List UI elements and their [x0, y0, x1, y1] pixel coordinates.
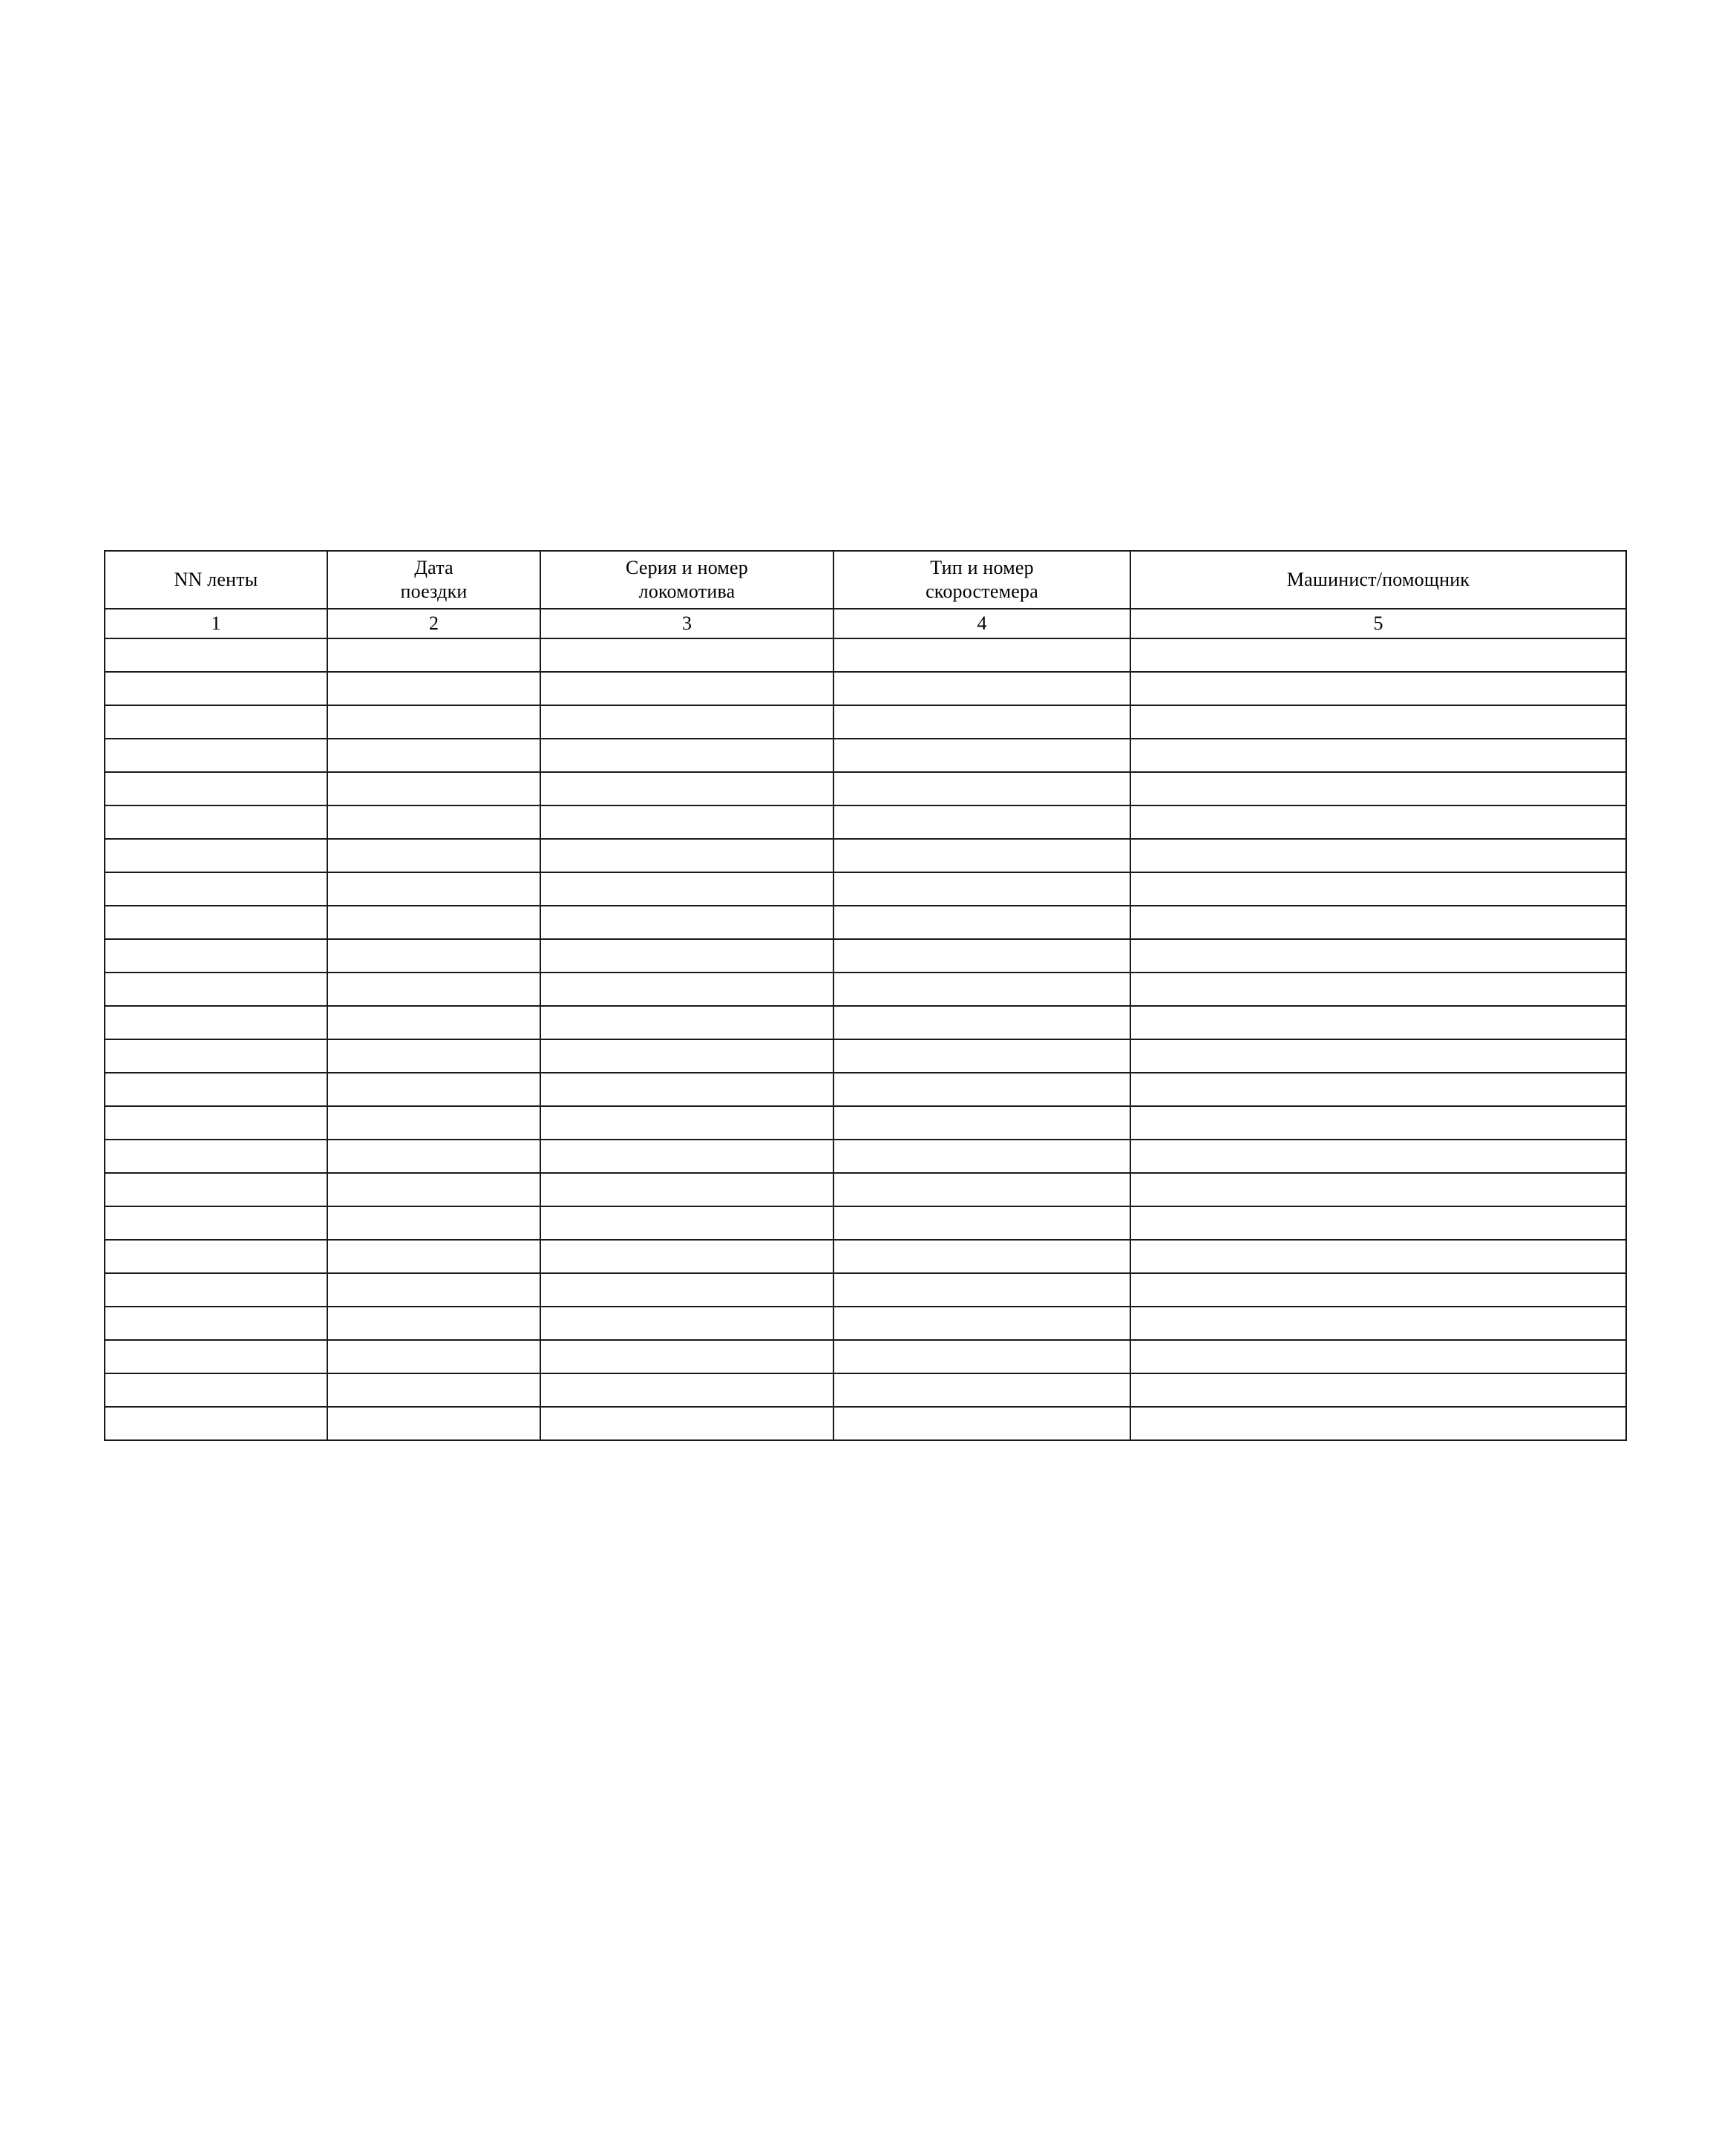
- table-column-number-row: [105, 609, 1626, 638]
- table-cell[interactable]: [540, 772, 833, 805]
- table-head: [105, 551, 1626, 638]
- column-header-driver-assistant: [1130, 551, 1626, 609]
- table-row: [105, 805, 1626, 839]
- table-cell[interactable]: [105, 1106, 327, 1140]
- table-cell[interactable]: [540, 1039, 833, 1073]
- table-cell[interactable]: [105, 1373, 327, 1407]
- table-cell[interactable]: [105, 1140, 327, 1173]
- table-row: [105, 906, 1626, 939]
- table-cell[interactable]: [833, 672, 1130, 705]
- column-number-2: 2: [327, 609, 540, 638]
- table-cell[interactable]: [1130, 973, 1626, 1006]
- table-cell[interactable]: [833, 973, 1130, 1006]
- table-cell[interactable]: [1130, 1039, 1626, 1073]
- column-header-line1: Тип и номер: [930, 557, 1034, 579]
- table-cell[interactable]: [327, 739, 540, 772]
- table-cell[interactable]: [327, 1307, 540, 1340]
- table-cell[interactable]: [1130, 1373, 1626, 1407]
- table-cell[interactable]: [105, 672, 327, 705]
- table-row: [105, 1407, 1626, 1440]
- table-cell[interactable]: [540, 1273, 833, 1307]
- table-cell[interactable]: [327, 973, 540, 1006]
- table-cell[interactable]: [1130, 672, 1626, 705]
- table-cell[interactable]: [327, 672, 540, 705]
- table-cell[interactable]: [1130, 1173, 1626, 1206]
- table-cell[interactable]: [540, 1173, 833, 1206]
- table-cell[interactable]: [105, 739, 327, 772]
- table-cell[interactable]: [1130, 839, 1626, 872]
- table-row: [105, 638, 1626, 672]
- column-number-3: 3: [540, 609, 833, 638]
- column-header-line2: скоростемера: [926, 581, 1038, 602]
- table-cell[interactable]: [833, 839, 1130, 872]
- table-cell[interactable]: [833, 1273, 1130, 1307]
- table-cell[interactable]: [105, 1073, 327, 1106]
- table-cell[interactable]: [105, 1206, 327, 1240]
- column-header-tape-number: [105, 551, 327, 609]
- table-cell[interactable]: [105, 906, 327, 939]
- table-cell[interactable]: [833, 1340, 1130, 1373]
- table-cell[interactable]: [1130, 1407, 1626, 1440]
- table-body: [105, 638, 1626, 1440]
- table-cell[interactable]: [105, 1273, 327, 1307]
- table-row: [105, 1273, 1626, 1307]
- table-cell[interactable]: [833, 1373, 1130, 1407]
- table-cell[interactable]: [833, 872, 1130, 906]
- column-header-line2: поездки: [400, 581, 468, 602]
- table-cell[interactable]: [105, 939, 327, 973]
- table-cell[interactable]: [1130, 1206, 1626, 1240]
- table-row: [105, 1006, 1626, 1039]
- table-cell[interactable]: [833, 805, 1130, 839]
- table-cell[interactable]: [540, 1140, 833, 1173]
- table-row: [105, 705, 1626, 739]
- table-row: [105, 1039, 1626, 1073]
- table-cell[interactable]: [833, 1407, 1130, 1440]
- table-cell[interactable]: [833, 1106, 1130, 1140]
- table-cell[interactable]: [327, 1240, 540, 1273]
- table-cell[interactable]: [833, 638, 1130, 672]
- table-cell[interactable]: [327, 1073, 540, 1106]
- table-cell[interactable]: [833, 1173, 1130, 1206]
- speed-tape-log-table: [104, 550, 1627, 1441]
- log-table-container: [104, 550, 1625, 1441]
- table-cell[interactable]: [105, 1240, 327, 1273]
- table-cell[interactable]: [540, 638, 833, 672]
- table-row: [105, 672, 1626, 705]
- table-cell[interactable]: [540, 672, 833, 705]
- table-cell[interactable]: [327, 1206, 540, 1240]
- table-cell[interactable]: [105, 772, 327, 805]
- table-cell[interactable]: [540, 1073, 833, 1106]
- table-cell[interactable]: [105, 1340, 327, 1373]
- table-cell[interactable]: [540, 1206, 833, 1240]
- table-cell[interactable]: [540, 939, 833, 973]
- table-cell[interactable]: [327, 1373, 540, 1407]
- table-row: [105, 1173, 1626, 1206]
- table-cell[interactable]: [540, 1006, 833, 1039]
- table-cell[interactable]: [1130, 1340, 1626, 1373]
- table-cell[interactable]: [540, 1106, 833, 1140]
- table-row: [105, 1373, 1626, 1407]
- table-cell[interactable]: [1130, 1307, 1626, 1340]
- table-cell[interactable]: [105, 1039, 327, 1073]
- table-cell[interactable]: [327, 1273, 540, 1307]
- table-cell[interactable]: [105, 973, 327, 1006]
- table-cell[interactable]: [327, 1140, 540, 1173]
- table-cell[interactable]: [105, 705, 327, 739]
- table-cell[interactable]: [540, 839, 833, 872]
- column-header-line2: локомотива: [638, 581, 736, 602]
- table-row: [105, 739, 1626, 772]
- table-cell[interactable]: [327, 839, 540, 872]
- column-header-line1: Дата: [414, 557, 453, 579]
- table-cell[interactable]: [1130, 705, 1626, 739]
- table-cell[interactable]: [105, 1006, 327, 1039]
- table-cell[interactable]: [105, 872, 327, 906]
- table-cell[interactable]: [540, 1407, 833, 1440]
- table-cell[interactable]: [327, 872, 540, 906]
- table-cell[interactable]: [1130, 872, 1626, 906]
- column-header-line1: Машинист/помощник: [1286, 569, 1470, 591]
- table-cell[interactable]: [1130, 1073, 1626, 1106]
- table-cell[interactable]: [105, 839, 327, 872]
- table-cell[interactable]: [540, 1307, 833, 1340]
- table-cell[interactable]: [1130, 1273, 1626, 1307]
- table-cell[interactable]: [833, 906, 1130, 939]
- table-cell[interactable]: [540, 872, 833, 906]
- table-cell[interactable]: [1130, 772, 1626, 805]
- table-cell[interactable]: [1130, 1240, 1626, 1273]
- column-header-locomotive-series-number: [540, 551, 833, 609]
- table-cell[interactable]: [327, 1173, 540, 1206]
- table-row: [105, 1073, 1626, 1106]
- table-cell[interactable]: [105, 1407, 327, 1440]
- table-cell[interactable]: [833, 1006, 1130, 1039]
- column-header-line1: Серия и номер: [626, 557, 748, 579]
- table-row: [105, 1140, 1626, 1173]
- table-cell[interactable]: [833, 1140, 1130, 1173]
- table-cell[interactable]: [327, 772, 540, 805]
- table-cell[interactable]: [833, 1206, 1130, 1240]
- table-cell[interactable]: [540, 1240, 833, 1273]
- column-number-4: 4: [833, 609, 1130, 638]
- table-cell[interactable]: [833, 772, 1130, 805]
- table-cell[interactable]: [833, 939, 1130, 973]
- table-row: [105, 839, 1626, 872]
- table-cell[interactable]: [1130, 1106, 1626, 1140]
- table-cell[interactable]: [540, 906, 833, 939]
- column-number-5: 5: [1130, 609, 1626, 638]
- table-row: [105, 973, 1626, 1006]
- table-cell[interactable]: [833, 1240, 1130, 1273]
- table-cell[interactable]: [327, 638, 540, 672]
- table-cell[interactable]: [105, 638, 327, 672]
- table-cell[interactable]: [1130, 805, 1626, 839]
- table-cell[interactable]: [1130, 1140, 1626, 1173]
- table-row: [105, 1240, 1626, 1273]
- table-cell[interactable]: [327, 705, 540, 739]
- table-cell[interactable]: [327, 1106, 540, 1140]
- table-cell[interactable]: [833, 739, 1130, 772]
- table-cell[interactable]: [327, 805, 540, 839]
- table-cell[interactable]: [833, 1039, 1130, 1073]
- table-cell[interactable]: [1130, 638, 1626, 672]
- table-cell[interactable]: [540, 705, 833, 739]
- table-row: [105, 1106, 1626, 1140]
- table-row: [105, 1307, 1626, 1340]
- table-cell[interactable]: [327, 1006, 540, 1039]
- table-row: [105, 872, 1626, 906]
- table-cell[interactable]: [327, 906, 540, 939]
- table-cell[interactable]: [833, 705, 1130, 739]
- table-cell[interactable]: [1130, 739, 1626, 772]
- table-cell[interactable]: [327, 1340, 540, 1373]
- table-cell[interactable]: [327, 1039, 540, 1073]
- table-cell[interactable]: [1130, 939, 1626, 973]
- table-cell[interactable]: [540, 1340, 833, 1373]
- table-cell[interactable]: [327, 1407, 540, 1440]
- table-cell[interactable]: [540, 805, 833, 839]
- column-header-trip-date: [327, 551, 540, 609]
- table-cell[interactable]: [1130, 1006, 1626, 1039]
- table-row: [105, 1340, 1626, 1373]
- table-cell[interactable]: [540, 739, 833, 772]
- table-row: [105, 1206, 1626, 1240]
- table-cell[interactable]: [540, 973, 833, 1006]
- column-number-1: 1: [105, 609, 327, 638]
- table-cell[interactable]: [833, 1073, 1130, 1106]
- table-cell[interactable]: [105, 805, 327, 839]
- table-row: [105, 772, 1626, 805]
- column-header-line1: NN ленты: [174, 569, 258, 591]
- table-row: [105, 939, 1626, 973]
- table-cell[interactable]: [327, 939, 540, 973]
- column-header-speedometer-type-number: [833, 551, 1130, 609]
- table-header-row: [105, 551, 1626, 609]
- table-cell[interactable]: [833, 1307, 1130, 1340]
- table-cell[interactable]: [540, 1373, 833, 1407]
- table-cell[interactable]: [105, 1307, 327, 1340]
- table-cell[interactable]: [1130, 906, 1626, 939]
- table-cell[interactable]: [105, 1173, 327, 1206]
